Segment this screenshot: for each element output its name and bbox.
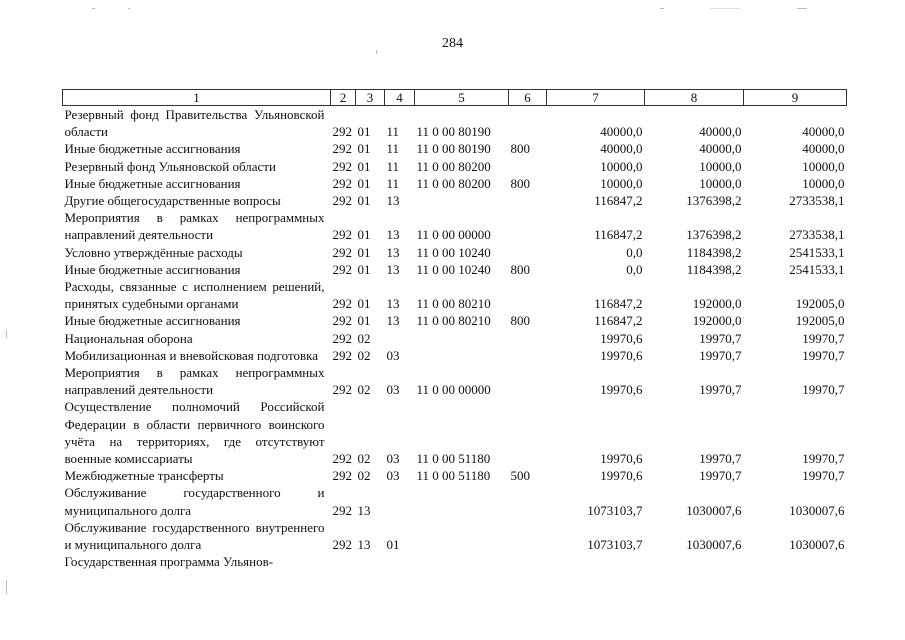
table-body [63, 106, 847, 571]
cell-amount-8: 19970,7 [699, 468, 742, 484]
table-row [63, 519, 847, 553]
cell-amount-9: 19970,7 [802, 468, 845, 484]
header-cell-1: 1 [63, 90, 331, 106]
cell-vr [509, 553, 547, 570]
cell-tsr: 11 0 00 80190 [416, 124, 491, 140]
cell-pr [385, 330, 415, 347]
row-description: Иные бюджетные ассигнования [64, 313, 241, 329]
cell-tsr: 11 0 00 80190 [416, 141, 491, 157]
cell-rz: 01 [357, 158, 371, 174]
table-row [63, 261, 847, 278]
cell-rz [356, 553, 385, 570]
cell-gr: 292 [332, 124, 352, 140]
cell-tsr: 11 0 00 10240 [416, 244, 491, 260]
cell-vr [509, 278, 547, 312]
cell-rz: 01 [357, 124, 371, 140]
cell-tsr [415, 347, 509, 364]
cell-vr [509, 347, 547, 364]
row-description: Иные бюджетные ассигнования [64, 141, 241, 157]
cell-amount-8: 192000,0 [692, 296, 742, 312]
table-row [63, 467, 847, 484]
cell-amount-9: 19970,7 [802, 330, 845, 346]
cell-vr [509, 519, 547, 553]
cell-tsr: 11 0 00 80210 [416, 296, 491, 312]
cell-tsr: 11 0 00 00000 [416, 382, 491, 398]
cell-gr: 292 [332, 158, 352, 174]
cell-amount-7: 116847,2 [594, 313, 643, 329]
cell-amount-9: 192005,0 [795, 296, 845, 312]
table-row [63, 347, 847, 364]
row-description: Межбюджетные трансферты [64, 468, 224, 484]
cell-pr: 11 [386, 141, 400, 157]
cell-amount-7: 1073103,7 [587, 537, 643, 553]
header-cell-3: 3 [356, 90, 385, 106]
cell-amount-8: 19970,7 [699, 347, 742, 363]
cell-tsr [415, 484, 509, 518]
cell-vr [509, 244, 547, 261]
header-cell-9: 9 [744, 90, 847, 106]
cell-amount-9: 2733538,1 [789, 193, 845, 209]
cell-tsr [415, 553, 509, 570]
cell-gr: 292 [332, 141, 352, 157]
cell-vr: 800 [510, 261, 530, 277]
cell-pr: 13 [386, 193, 400, 209]
cell-amount-7: 19970,6 [600, 347, 643, 363]
cell-vr [509, 330, 547, 347]
row-description: Другие общегосударственные вопросы [64, 193, 281, 209]
cell-amount-9: 2541533,1 [789, 244, 845, 260]
cell-tsr: 11 0 00 10240 [416, 261, 491, 277]
header-cell-8: 8 [645, 90, 744, 106]
cell-amount-9: 1030007,6 [789, 537, 845, 553]
cell-amount-7: 40000,0 [600, 141, 643, 157]
cell-amount-8: 19970,7 [699, 382, 742, 398]
cell-pr: 11 [386, 175, 400, 191]
cell-rz: 13 [357, 537, 371, 553]
cell-rz: 02 [357, 451, 371, 467]
cell-amount-9: 19970,7 [802, 347, 845, 363]
cell-amount-8: 10000,0 [699, 175, 742, 191]
cell-gr: 292 [332, 451, 352, 467]
cell-rz: 02 [357, 382, 371, 398]
cell-pr [385, 553, 415, 570]
cell-tsr: 11 0 00 51180 [416, 468, 491, 484]
cell-pr: 13 [386, 244, 400, 260]
header-cell-7: 7 [547, 90, 645, 106]
cell-vr [509, 158, 547, 175]
cell-rz: 02 [357, 330, 371, 346]
cell-tsr: 11 0 00 80210 [416, 313, 491, 329]
cell-pr [385, 484, 415, 518]
cell-vr: 500 [510, 468, 530, 484]
cell-tsr [415, 330, 509, 347]
cell-amount-8: 192000,0 [692, 313, 742, 329]
cell-rz: 01 [357, 313, 371, 329]
cell-gr: 292 [332, 193, 352, 209]
cell-gr: 292 [332, 296, 352, 312]
cell-vr [509, 209, 547, 243]
cell-rz: 02 [357, 468, 371, 484]
table-row [63, 312, 847, 329]
cell-gr [331, 553, 356, 570]
cell-amount-7: 10000,0 [600, 175, 643, 191]
cell-pr: 03 [386, 347, 400, 363]
cell-rz: 01 [357, 141, 371, 157]
cell-gr: 292 [332, 347, 352, 363]
cell-amount-9: 19970,7 [802, 382, 845, 398]
cell-amount-8: 1184398,2 [686, 261, 742, 277]
cell-tsr: 11 0 00 51180 [416, 451, 491, 467]
cell-gr: 292 [332, 227, 352, 243]
row-description: Обслуживание государственного внутреннего и муниципального долга [64, 519, 325, 553]
cell-pr: 13 [386, 261, 400, 277]
cell-pr: 03 [386, 382, 400, 398]
cell-pr: 01 [386, 537, 400, 553]
row-description: Условно утверждённые расходы [64, 244, 243, 260]
cell-gr: 292 [332, 502, 352, 518]
cell-amount-9: 192005,0 [795, 313, 845, 329]
table-row [63, 106, 847, 141]
cell-tsr: 11 0 00 80200 [416, 158, 491, 174]
cell-rz: 13 [357, 502, 371, 518]
cell-pr: 11 [386, 158, 400, 174]
cell-amount-9 [744, 553, 847, 570]
row-description: Иные бюджетные ассигнования [64, 175, 241, 191]
cell-pr: 03 [386, 451, 400, 467]
cell-amount-8: 1030007,6 [686, 537, 742, 553]
cell-gr: 292 [332, 313, 352, 329]
cell-amount-7: 10000,0 [600, 158, 643, 174]
cell-amount-7 [547, 553, 645, 570]
row-description: Иные бюджетные ассигнования [64, 261, 241, 277]
cell-vr: 800 [510, 175, 530, 191]
cell-tsr: 11 0 00 00000 [416, 227, 491, 243]
cell-amount-8: 19970,7 [699, 330, 742, 346]
cell-gr: 292 [332, 537, 352, 553]
row-description: Мероприятия в рамках непрограммных направлений деятельности [64, 210, 325, 243]
row-description: Мобилизационная и вневойсковая подготовка [64, 347, 319, 363]
cell-rz: 01 [357, 261, 371, 277]
cell-vr [509, 364, 547, 398]
cell-gr: 292 [332, 468, 352, 484]
cell-tsr [415, 192, 509, 209]
cell-gr: 292 [332, 330, 352, 346]
cell-amount-8: 1376398,2 [686, 227, 742, 243]
cell-vr [509, 192, 547, 209]
cell-amount-7: 116847,2 [594, 227, 643, 243]
header-cell-6: 6 [509, 90, 547, 106]
cell-vr [509, 484, 547, 518]
cell-vr [509, 398, 547, 467]
cell-rz: 02 [357, 347, 371, 363]
cell-amount-7: 1073103,7 [587, 502, 643, 518]
table-row [63, 278, 847, 312]
cell-amount-7: 19970,6 [600, 330, 643, 346]
cell-amount-9: 40000,0 [802, 141, 845, 157]
cell-amount-9: 10000,0 [802, 175, 845, 191]
cell-amount-8: 1030007,6 [686, 502, 742, 518]
cell-rz: 01 [357, 175, 371, 191]
cell-rz: 01 [357, 227, 371, 243]
cell-gr: 292 [332, 175, 352, 191]
cell-rz: 01 [357, 193, 371, 209]
cell-amount-8: 19970,7 [699, 451, 742, 467]
cell-gr: 292 [332, 382, 352, 398]
cell-pr: 13 [386, 296, 400, 312]
cell-amount-8: 1376398,2 [686, 193, 742, 209]
cell-amount-7: 19970,6 [600, 382, 643, 398]
cell-amount-8: 1184398,2 [686, 244, 742, 260]
row-description: Резервный фонд Ульяновской области [64, 158, 276, 174]
table-row [63, 484, 847, 518]
cell-rz: 01 [357, 296, 371, 312]
table-row [63, 553, 847, 570]
cell-amount-9: 2541533,1 [789, 261, 845, 277]
cell-amount-9: 19970,7 [802, 451, 845, 467]
header-cell-2: 2 [331, 90, 356, 106]
table-row [63, 330, 847, 347]
cell-rz: 01 [357, 244, 371, 260]
cell-vr: 800 [510, 141, 530, 157]
cell-amount-7: 0,0 [626, 244, 643, 260]
cell-amount-8: 10000,0 [699, 158, 742, 174]
cell-amount-9: 1030007,6 [789, 502, 845, 518]
cell-tsr: 11 0 00 80200 [416, 175, 491, 191]
cell-amount-8 [645, 553, 744, 570]
cell-vr [509, 106, 547, 141]
table-row [63, 244, 847, 261]
row-description: Расходы, связанные с исполнением решений, принятых судебными органами [64, 279, 325, 312]
cell-amount-9: 40000,0 [802, 124, 845, 140]
cell-gr: 292 [332, 261, 352, 277]
cell-pr: 13 [386, 313, 400, 329]
table-row [63, 175, 847, 192]
cell-amount-7: 116847,2 [594, 296, 643, 312]
table-row [63, 192, 847, 209]
row-description: Резервный фонд Правительства Ульяновской области [64, 107, 325, 140]
row-description: Мероприятия в рамках непрограммных направлений деятельности [64, 365, 325, 398]
cell-vr: 800 [510, 313, 530, 329]
table-row [63, 364, 847, 398]
budget-table [62, 89, 847, 570]
row-description: Обслуживание государственного и муниципального долга [64, 485, 325, 518]
cell-amount-7: 0,0 [626, 261, 643, 277]
cell-amount-7: 19970,6 [600, 468, 643, 484]
cell-tsr [415, 519, 509, 553]
cell-amount-7: 40000,0 [600, 124, 643, 140]
header-cell-5: 5 [415, 90, 509, 106]
cell-pr: 03 [386, 468, 400, 484]
table-row [63, 140, 847, 157]
cell-amount-8: 40000,0 [699, 124, 742, 140]
cell-amount-7: 19970,6 [600, 451, 643, 467]
row-description: Осуществление полномочий Российской Федерации в области первичного воинского учёта на территориях, где отсутствуют военные комиссариаты [64, 399, 325, 467]
cell-amount-8: 40000,0 [699, 141, 742, 157]
header-cell-4: 4 [385, 90, 415, 106]
table-row [63, 398, 847, 467]
row-description: Государственная программа Ульянов- [64, 554, 274, 570]
table-row [63, 209, 847, 243]
row-description: Национальная оборона [64, 330, 193, 346]
cell-amount-7: 116847,2 [594, 193, 643, 209]
cell-amount-9: 10000,0 [802, 158, 845, 174]
cell-pr: 11 [386, 124, 400, 140]
table-row [63, 158, 847, 175]
header-row [63, 90, 847, 106]
page-number: 284 [442, 36, 463, 51]
cell-amount-9: 2733538,1 [789, 227, 845, 243]
cell-gr: 292 [332, 244, 352, 260]
cell-pr: 13 [386, 227, 400, 243]
